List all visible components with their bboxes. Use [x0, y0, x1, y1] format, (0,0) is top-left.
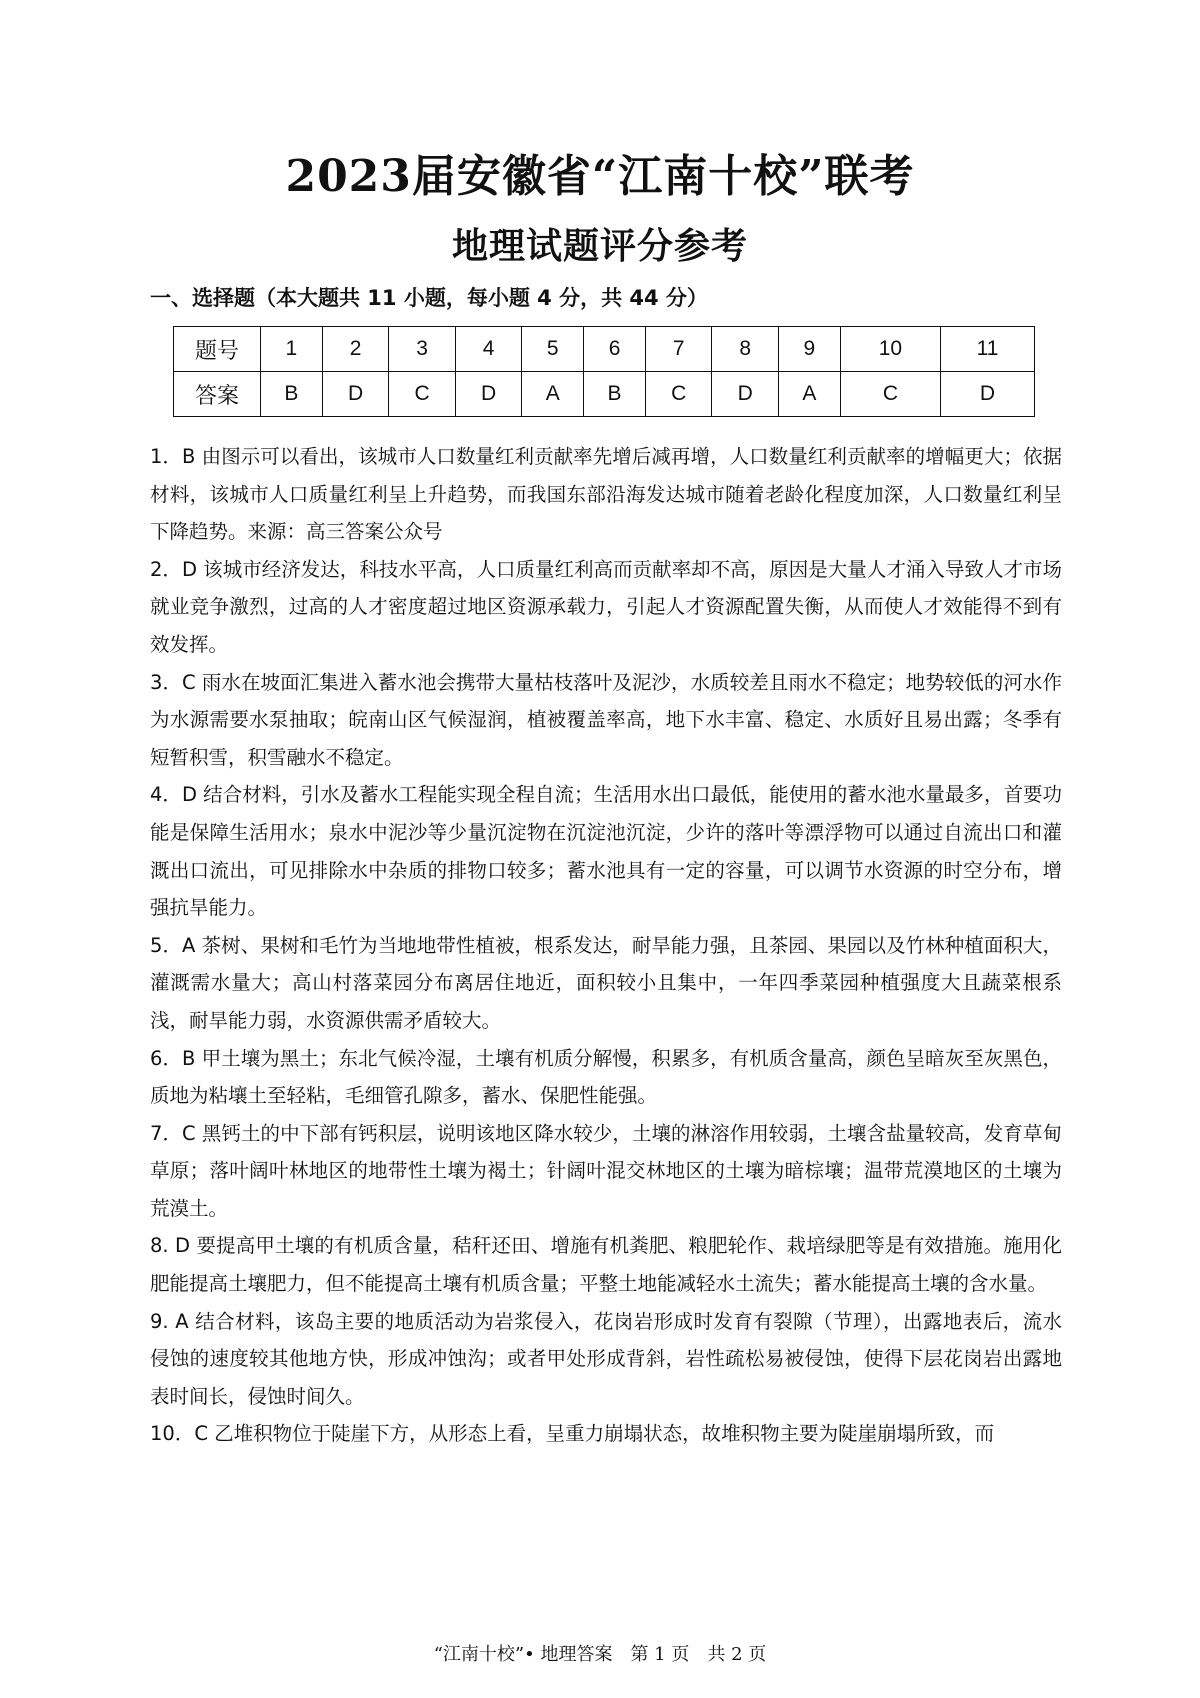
table-cell: 11: [941, 327, 1035, 372]
table-cell: A: [522, 372, 584, 417]
explanation-4: 4．D 结合材料，引水及蓄水工程能实现全程自流；生活用水出口最低，能使用的蓄水池水量最多，首要功能是保障生活用水；泉水中泥沙等少量沉淀物在沉淀池沉淀，少许的落叶等漂浮物可以通过自流出口和灌溉出口流出，可见排除水中杂质的排物口较多；蓄水池具有一定的容量，可以调节水资源的时空分布，增强抗旱能力。: [150, 783, 1062, 920]
table-cell: C: [389, 372, 456, 417]
table-cell: B: [584, 372, 646, 417]
table-cell: D: [712, 372, 779, 417]
table-cell: 5: [522, 327, 584, 372]
explanation-1: 1．B 由图示可以看出，该城市人口数量红利贡献率先增后减再增，人口数量红利贡献率的增幅更大；依据材料，该城市人口质量红利呈上升趋势，而我国东部沿海发达城市随着老龄化程度加深，人口数量红利呈下降趋势。来源：高三答案公众号: [150, 445, 1062, 544]
table-cell: 2: [322, 327, 389, 372]
table-cell: 3: [389, 327, 456, 372]
table-cell: C: [840, 372, 940, 417]
explanation-7: 7．C 黑钙土的中下部有钙积层，说明该地区降水较少，土壤的淋溶作用较弱，土壤含盐量较高，发育草甸草原；落叶阔叶林地区的地带性土壤为褐土；针阔叶混交林地区的土壤为暗棕壤；温带荒漠地区的土壤为荒漠土。: [150, 1121, 1062, 1220]
table-cell: 10: [840, 327, 940, 372]
row-label-answer: 答案: [174, 372, 261, 417]
table-cell: 4: [455, 327, 522, 372]
table-cell: 6: [584, 327, 646, 372]
explanation-3: 3．C 雨水在坡面汇集进入蓄水池会携带大量枯枝落叶及泥沙，水质较差且雨水不稳定；地势较低的河水作为水源需要水泵抽取；皖南山区气候湿润，植被覆盖率高，地下水丰富、稳定、水质好且易出露；冬季有短暂积雪，积雪融水不稳定。: [150, 670, 1062, 769]
page-title: 2023届安徽省“江南十校”联考: [285, 151, 915, 202]
table-cell: 1: [261, 327, 323, 372]
explanation-8: 8. D 要提高甲土壤的有机质含量，秸秆还田、增施有机粪肥、粮肥轮作、栽培绿肥等是有效措施。施用化肥能提高土壤肥力，但不能提高土壤有机质含量；平整土地能减轻水土流失；蓄水能提高土壤的含水量。: [150, 1234, 1062, 1296]
table-cell: 7: [645, 327, 712, 372]
table-cell: 9: [779, 327, 841, 372]
table-cell: D: [941, 372, 1035, 417]
explanation-5: 5．A 茶树、果树和毛竹为当地地带性植被，根系发达，耐旱能力强，且茶园、果园以及竹林种植面积大，灌溉需水量大；高山村落菜园分布离居住地近，面积较小且集中，一年四季菜园种植强度大且蔬菜根系浅，耐旱能力弱，水资源供需矛盾较大。: [150, 933, 1062, 1032]
answer-table: [173, 326, 1035, 417]
explanation-9: 9. A 结合材料，该岛主要的地质活动为岩浆侵入，花岗岩形成时发育有裂隙（节理），出露地表后，流水侵蚀的速度较其他地方快，形成冲蚀沟；或者甲处形成背斜，岩性疏松易被侵蚀，使得下层花岗岩出露地表时间长，侵蚀时间久。: [150, 1309, 1062, 1408]
table-cell: B: [261, 372, 323, 417]
table-cell: 8: [712, 327, 779, 372]
page-footer: “江南十校”• 地理答案 第 1 页 共 2 页: [433, 1644, 767, 1665]
page-subtitle: 地理试题评分参考: [451, 225, 748, 267]
explanation-2: 2．D 该城市经济发达，科技水平高，人口质量红利高而贡献率却不高，原因是大量人才涌入导致人才市场就业竞争激烈，过高的人才密度超过地区资源承载力，引起人才资源配置失衡，从而使人才效能得不到有效发挥。: [150, 557, 1062, 656]
table-cell: C: [645, 372, 712, 417]
table-row-numbers: [174, 327, 1035, 372]
section-heading: 一、选择题（本大题共 11 小题，每小题 4 分，共 44 分）: [150, 286, 708, 310]
table-row-answers: [174, 372, 1035, 417]
table-cell: D: [322, 372, 389, 417]
table-cell: D: [455, 372, 522, 417]
table-cell: A: [779, 372, 841, 417]
explanation-10: 10．C 乙堆积物位于陡崖下方，从形态上看，呈重力崩塌状态，故堆积物主要为陡崖崩塌所致，而: [150, 1422, 995, 1446]
explanations: [150, 438, 1062, 1453]
explanation-6: 6．B 甲土壤为黑土；东北气候冷湿，土壤有机质分解慢，积累多，有机质含量高，颜色呈暗灰至灰黑色，质地为粘壤土至轻粘，毛细管孔隙多，蓄水、保肥性能强。: [150, 1046, 1062, 1108]
row-label-number: 题号: [174, 327, 261, 372]
